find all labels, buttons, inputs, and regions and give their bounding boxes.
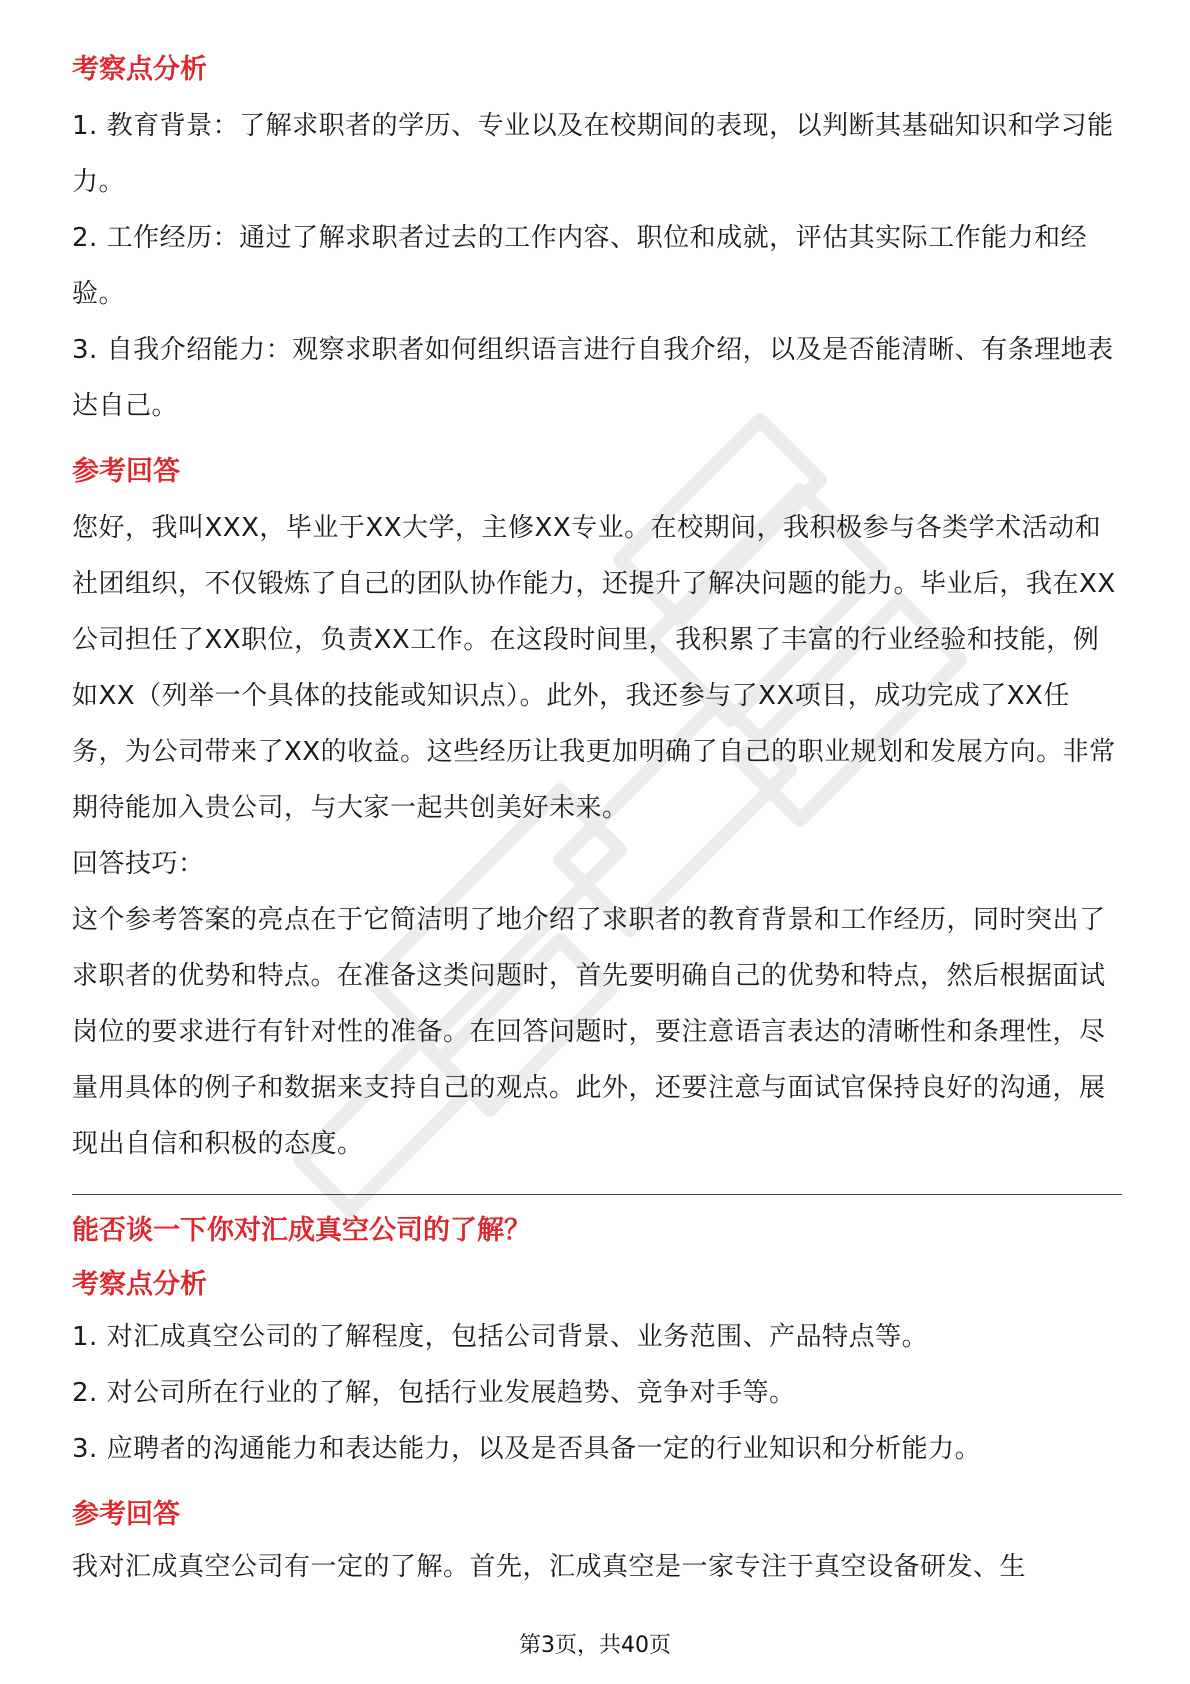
divider bbox=[72, 1194, 1122, 1195]
section-title-answer-2: 参考回答 bbox=[72, 1499, 180, 1530]
page-footer: 第3页，共40页 bbox=[519, 1633, 671, 1658]
analysis-item: 1. 对汇成真空公司的了解程度，包括公司背景、业务范围、产品特点等。 bbox=[72, 1322, 929, 1352]
reference-answer: 我对汇成真空公司有一定的了解。首先，汇成真空是一家专注于真空设备研发、生 bbox=[72, 1552, 1027, 1582]
reference-answer: 您好，我叫XXX，毕业于XX大学，主修XX专业。在校期间，我积极参与各类学术活动和社团组织，不仅锻炼了自己的团队协作能力，还提升了解决问题的能力。毕业后，我在XX公司担任了XX职位，负责XX工作。在这段时间里，我积累了丰富的行业经验和技能，例如XX（列举一个具体的技能或知识点）。此外，我还参与了XX项目，成功完成了XX任务，为公司带来了XX的收益。这些经历让我更加明确了自己的职业规划和发展方向。非常期待能加入贵公司，与大家一起共创美好未来。 bbox=[72, 513, 1116, 823]
tips-label: 回答技巧： bbox=[72, 849, 205, 879]
page-content bbox=[72, 50, 1122, 1595]
tips-text: 这个参考答案的亮点在于它简洁明了地介绍了求职者的教育背景和工作经历，同时突出了求职者的优势和特点。在准备这类问题时，首先要明确自己的优势和特点，然后根据面试岗位的要求进行有针对性的准备。在回答问题时，要注意语言表达的清晰性和条理性，尽量用具体的例子和数据来支持自己的观点。此外，还要注意与面试官保持良好的沟通，展现出自信和积极的态度。 bbox=[72, 905, 1106, 1159]
analysis-item: 1. 教育背景：了解求职者的学历、专业以及在校期间的表现，以判断其基础知识和学习能力。 bbox=[72, 111, 1114, 197]
analysis-item: 3. 自我介绍能力：观察求职者如何组织语言进行自我介绍，以及是否能清晰、有条理地表达自己。 bbox=[72, 335, 1114, 421]
section-title-answer-1: 参考回答 bbox=[72, 456, 180, 487]
analysis-item: 2. 对公司所在行业的了解，包括行业发展趋势、竞争对手等。 bbox=[72, 1378, 796, 1408]
analysis-item: 3. 应聘者的沟通能力和表达能力，以及是否具备一定的行业知识和分析能力。 bbox=[72, 1434, 982, 1464]
analysis-item: 2. 工作经历：通过了解求职者过去的工作内容、职位和成就，评估其实际工作能力和经验。 bbox=[72, 223, 1088, 309]
section-title-analysis-1: 考察点分析 bbox=[72, 54, 207, 85]
question-heading: 能否谈一下你对汇成真空公司的了解？ bbox=[72, 1215, 531, 1246]
section-title-analysis-2: 考察点分析 bbox=[72, 1269, 207, 1300]
